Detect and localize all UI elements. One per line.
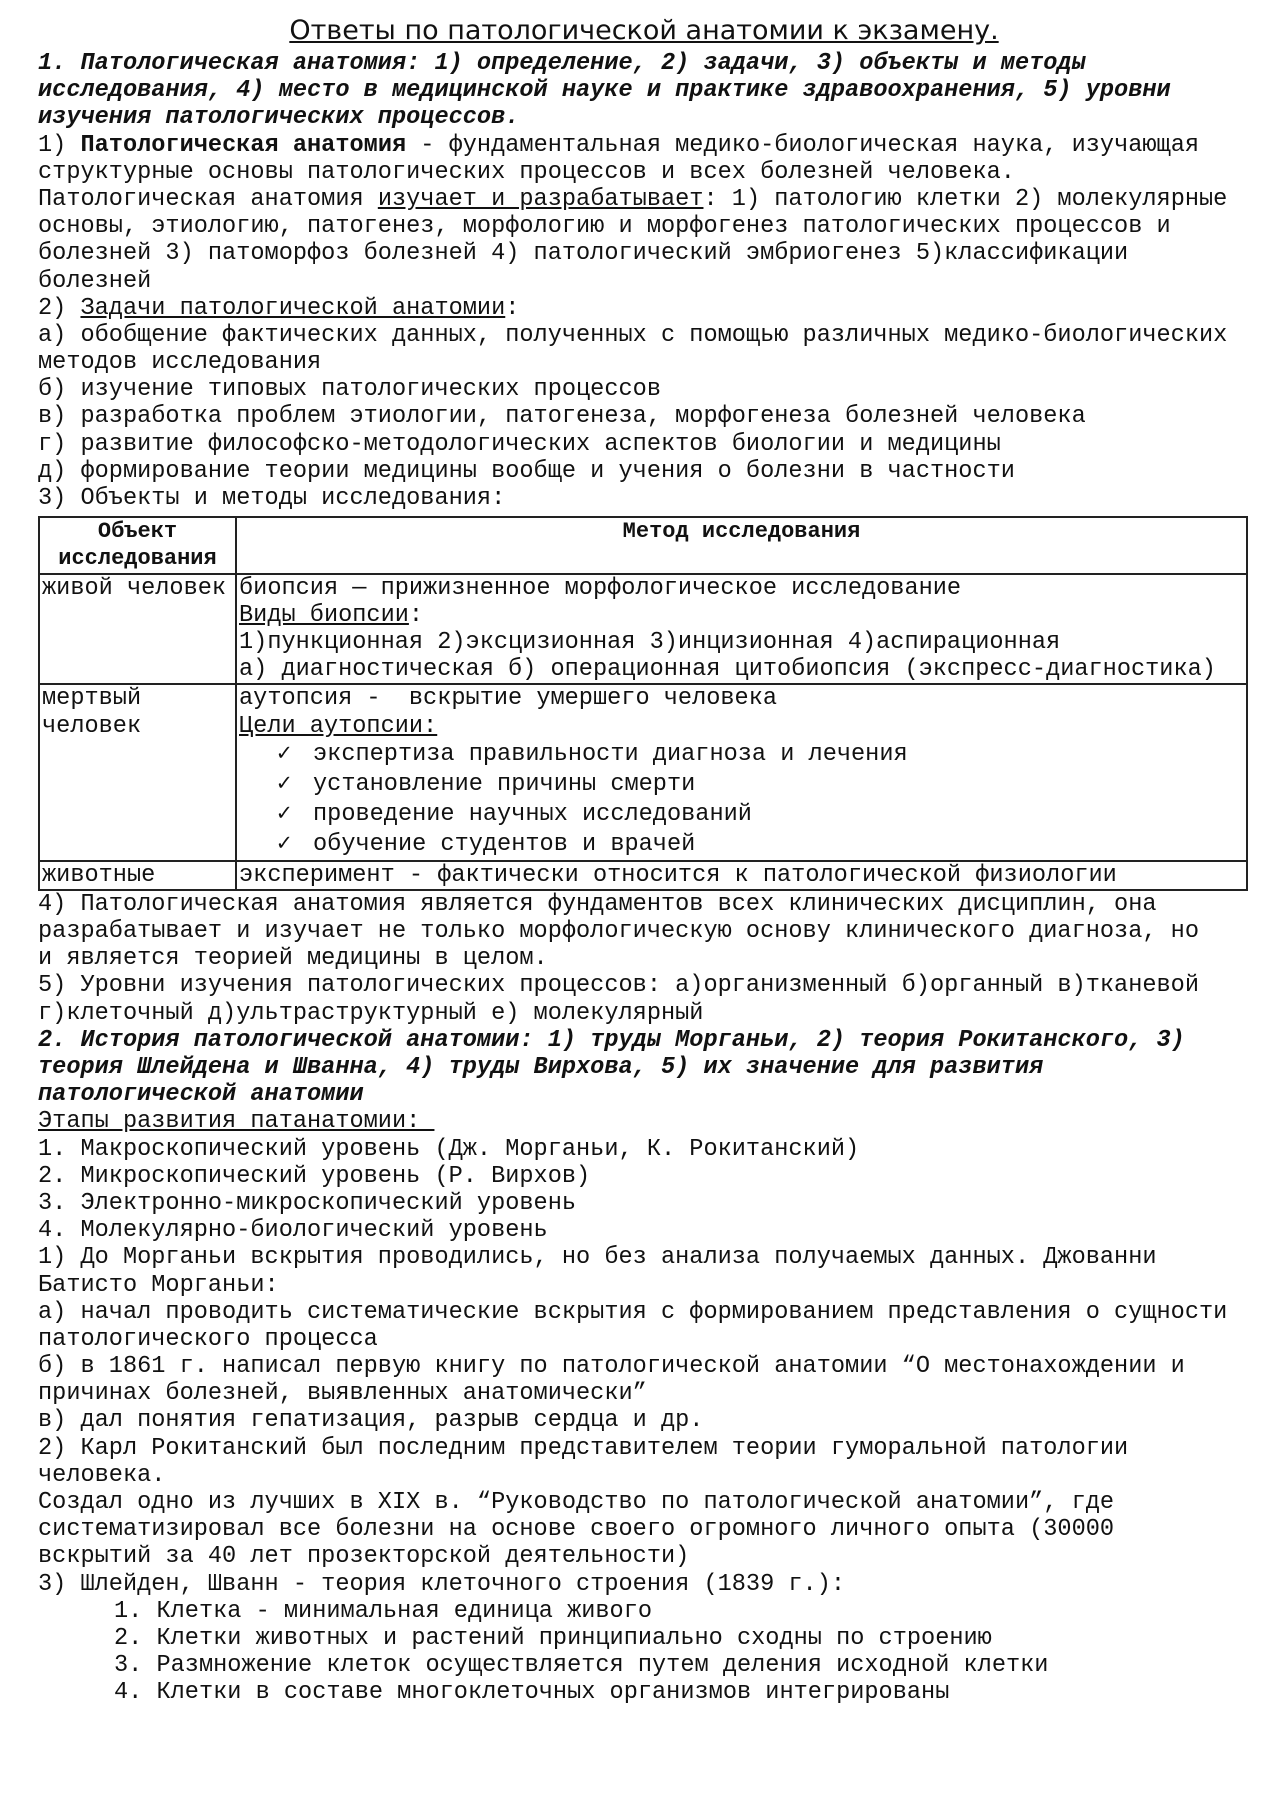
text-line: структурные основы патологических процессов и всех болезней человека. [38,158,1015,186]
text: - фундаментальная медико-биологическая наука, изучающая [406,131,1200,159]
cell-text: мертвый [42,685,142,713]
cell-text: животные [42,861,156,889]
object-cell [39,861,236,890]
text-line: разрабатывает и изучает не только морфологическую основу клинического диагноза, но [38,918,1200,946]
cell-theory-list [38,1598,1250,1707]
list-item: 4. Клетки в составе многоклеточных организмов интегрированы [114,1679,950,1707]
document-title [38,0,1250,50]
text-line: г)клеточный д)ультраструктурный е) молекулярный [38,999,704,1027]
cell-text: эксперимент - фактически относится к патологической физиологии [239,861,1117,889]
list-item: 4. Молекулярно-биологический уровень [38,1217,548,1245]
underlined-term: Цели аутопсии: [239,712,438,740]
heading-line: патологической анатомии [38,1081,364,1109]
checklist-item [239,800,1244,830]
text: 1) [38,131,81,159]
text-line: вскрытий за 40 лет прозекторской деятельности) [38,1543,690,1571]
checkmark-icon: ✓ [277,740,292,768]
method-cell [236,861,1247,890]
checkmark-icon: ✓ [277,830,292,858]
table-row [39,574,1247,685]
text-line: 3) Шлейден, Шванн - теория клеточного строения (1839 г.): [38,1570,846,1598]
task-item: г) развитие философско-методологических аспектов биологии и медицины [38,430,1001,458]
method-cell [236,684,1247,860]
heading-line: 1. Патологическая анатомия: 1) определение, 2) задачи, 3) объекты и методы [38,50,1086,77]
text-line: Батисто Морганьи: [38,1271,279,1299]
history-body [38,1244,1250,1597]
cell-text: живой человек [42,574,227,602]
underlined-term: Виды биопсии [239,601,409,629]
bold-term: Патологическая анатомия [80,131,407,159]
tasks-section [38,295,1250,485]
heading-line: изучения патологических процессов. [38,104,520,132]
text-line: основы, этиологию, патогенез, морфологию и морфогенез патологических процессов и [38,213,1171,241]
heading-line: исследования, 4) место в медицинской науке и практике здравоохранения, 5) уровни [38,77,1171,105]
header-cell-object [39,517,236,573]
object-cell [39,574,236,685]
task-item: методов исследования [38,349,322,377]
cell-text: 1)пункционная 2)эксцизионная 3)инцизионная 4)аспирационная [239,628,1061,656]
text-line: 1) До Морганьи вскрытия проводились, но без анализа получаемых данных. Джованни [38,1244,1157,1272]
header-cell-method [236,517,1247,573]
text: : [408,601,424,629]
text-line: 4) Патологическая анатомия является фундаментов всех клинических дисциплин, она [38,890,1157,918]
checklist-text: экспертиза правильности диагноза и лечения [313,740,908,768]
checkmark-icon: ✓ [277,770,292,798]
table-row [39,684,1247,860]
underlined-term: изучает и разрабатывает [377,185,704,213]
checkmark-icon: ✓ [277,800,292,828]
list-item: 1. Клетка - минимальная единица живого [114,1597,653,1625]
table-row [39,861,1247,890]
checklist-text: установление причины смерти [313,770,696,798]
text: 2) [38,294,81,322]
document-page [38,0,1250,1707]
underlined-term: Задачи патологической анатомии [80,294,506,322]
list-item: 3. Размножение клеток осуществляется путем деления исходной клетки [114,1652,1049,1680]
list-item: 1. Макроскопический уровень (Дж. Морганьи, К. Рокитанский) [38,1135,860,1163]
heading-line: теория Шлейдена и Шванна, 4) труды Вирхова, 5) их значение для развития [38,1054,1044,1081]
checklist-item [239,830,1244,860]
text-line: 2) Карл Рокитанский был последним представителем теории гуморальной патологии [38,1434,1129,1462]
paragraph-5 [38,972,1250,1026]
cell-text: аутопсия - вскрытие умершего человека [239,685,778,713]
task-item: д) формирование теории медицины вообще и учения о болезни в частности [38,457,1015,485]
title-text: Ответы по патологической анатомии к экзамену. [289,15,999,46]
cell-text: человек [42,712,142,740]
method-cell [236,574,1247,685]
stages-list [38,1136,1250,1245]
checklist-text: проведение научных исследований [313,800,752,828]
list-item: 3. Электронно-микроскопический уровень [38,1189,577,1217]
studies-paragraph [38,186,1250,295]
task-item: а) обобщение фактических данных, полученных с помощью различных медико-биологических [38,321,1228,349]
text-line: 5) Уровни изучения патологических процессов: а)организменный б)органный в)тканевой [38,972,1200,1000]
checklist-text: обучение студентов и врачей [313,830,696,858]
stages-heading: Этапы развития патанатомии: [38,1108,435,1136]
header-text: исследования [58,546,217,572]
list-item: 2. Микроскопический уровень (Р. Вирхов) [38,1162,591,1190]
objects-methods-table [38,516,1248,891]
cell-text: а) диагностическая б) операционная цитобиопсия (экспресс-диагностика) [239,656,1216,684]
text: : [505,294,520,322]
header-text: Метод исследования [622,519,861,545]
table-header-row [39,517,1247,573]
question-2-heading [38,1027,1250,1109]
checklist-item [239,740,1244,770]
text-line: человека. [38,1461,166,1489]
header-text: Объект [97,519,178,545]
object-cell [39,684,236,860]
text-line: причинах болезней, выявленных анатомически” [38,1380,647,1408]
text-line: болезней [38,267,152,295]
text-line: болезней 3) патоморфоз болезней 4) патологический эмбриогенез 5)классификации [38,240,1129,268]
heading-line: 2. История патологической анатомии: 1) труды Морганьи, 2) теория Рокитанского, 3) [38,1026,1185,1054]
text-line: Создал одно из лучших в XIX в. “Руководство по патологической анатомии”, где [38,1489,1115,1516]
definition-paragraph [38,132,1250,186]
task-item: в) разработка проблем этиологии, патогенеза, морфогенеза болезней человека [38,403,1086,431]
text: Патологическая анатомия [38,185,378,213]
cell-text: биопсия — прижизненное морфологическое исследование [239,574,962,602]
text-line: и является теорией медицины в целом. [38,945,548,973]
text-line: а) начал проводить систематические вскрытия с формированием представления о сущности [38,1298,1228,1326]
text: : 1) патологию клетки 2) молекулярные [703,185,1228,213]
text-line: в) дал понятия гепатизация, разрыв сердца и др. [38,1407,704,1435]
text-line: систематизировал все болезни на основе своего огромного личного опыта (30000 [38,1516,1115,1544]
objects-heading: 3) Объекты и методы исследования: [38,485,506,512]
list-item: 2. Клетки животных и растений принципиально сходны по строению [114,1624,992,1652]
paragraph-4 [38,891,1250,973]
question-1-heading [38,50,1250,132]
text-line: б) в 1861 г. написал первую книгу по патологической анатомии “О местонахождении и [38,1353,1185,1381]
task-item: б) изучение типовых патологических процессов [38,376,661,404]
text-line: патологического процесса [38,1325,378,1353]
checklist-item [239,770,1244,800]
